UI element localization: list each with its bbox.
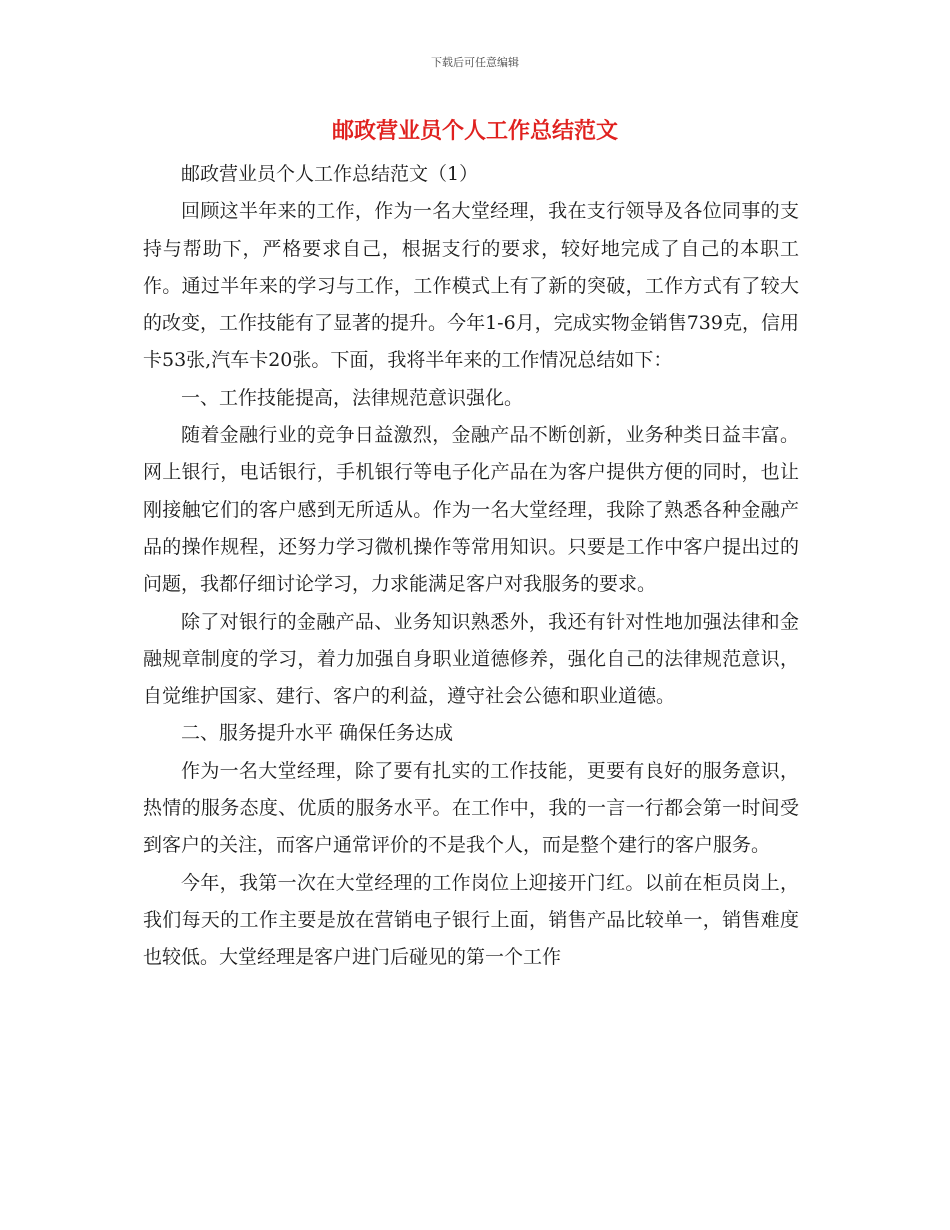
document-body <box>143 156 799 977</box>
paragraph: 今年，我第一次在大堂经理的工作岗位上迎接开门红。以前在柜员岗上，我们每天的工作主要是放在营销电子银行上面，销售产品比较单一，销售难度也较低。大堂经理是客户进门后碰见的第一个工作 <box>143 871 799 969</box>
paragraph: 作为一名大堂经理，除了要有扎实的工作技能，更要有良好的服务意识，热情的服务态度、优质的服务水平。在工作中，我的一言一行都会第一时间受到客户的关注，而客户通常评价的不是我个人，而是整个建行的客户服务。 <box>143 759 799 857</box>
header-note: 下载后可任意编辑 <box>431 56 519 69</box>
paragraph: 回顾这半年来的工作，作为一名大堂经理，我在支行领导及各位同事的支持与帮助下，严格要求自己，根据支行的要求，较好地完成了自己的本职工作。通过半年来的学习与工作，工作模式上有了新的突破，工作方式有了较大的改变，工作技能有了显著的提升。今年1-6月，完成实物金销售739克，信用卡53张,汽车卡20张。下面，我将半年来的工作情况总结如下： <box>143 200 799 372</box>
document-title: 邮政营业员个人工作总结范文 <box>331 119 618 144</box>
subsection-heading: 一、工作技能提高，法律规范意识强化。 <box>181 386 524 409</box>
subsection-heading: 二、服务提升水平 确保任务达成 <box>181 722 454 745</box>
paragraph: 除了对银行的金融产品、业务知识熟悉外，我还有针对性地加强法律和金融规章制度的学习，着力加强自身职业道德修养，强化自己的法律规范意识，自觉维护国家、建行、客户的利益，遵守社会公德和职业道德。 <box>143 610 799 708</box>
section-heading: 邮政营业员个人工作总结范文（1） <box>181 163 479 185</box>
paragraph: 随着金融行业的竞争日益激烈，金融产品不断创新，业务种类日益丰富。网上银行，电话银行，手机银行等电子化产品在为客户提供方便的同时，也让刚接触它们的客户感到无所适从。作为一名大堂经理，我除了熟悉各种金融产品的操作规程，还努力学习微机操作等常用知识。只要是工作中客户提出过的问题，我都仔细讨论学习，力求能满足客户对我服务的要求。 <box>143 424 799 596</box>
